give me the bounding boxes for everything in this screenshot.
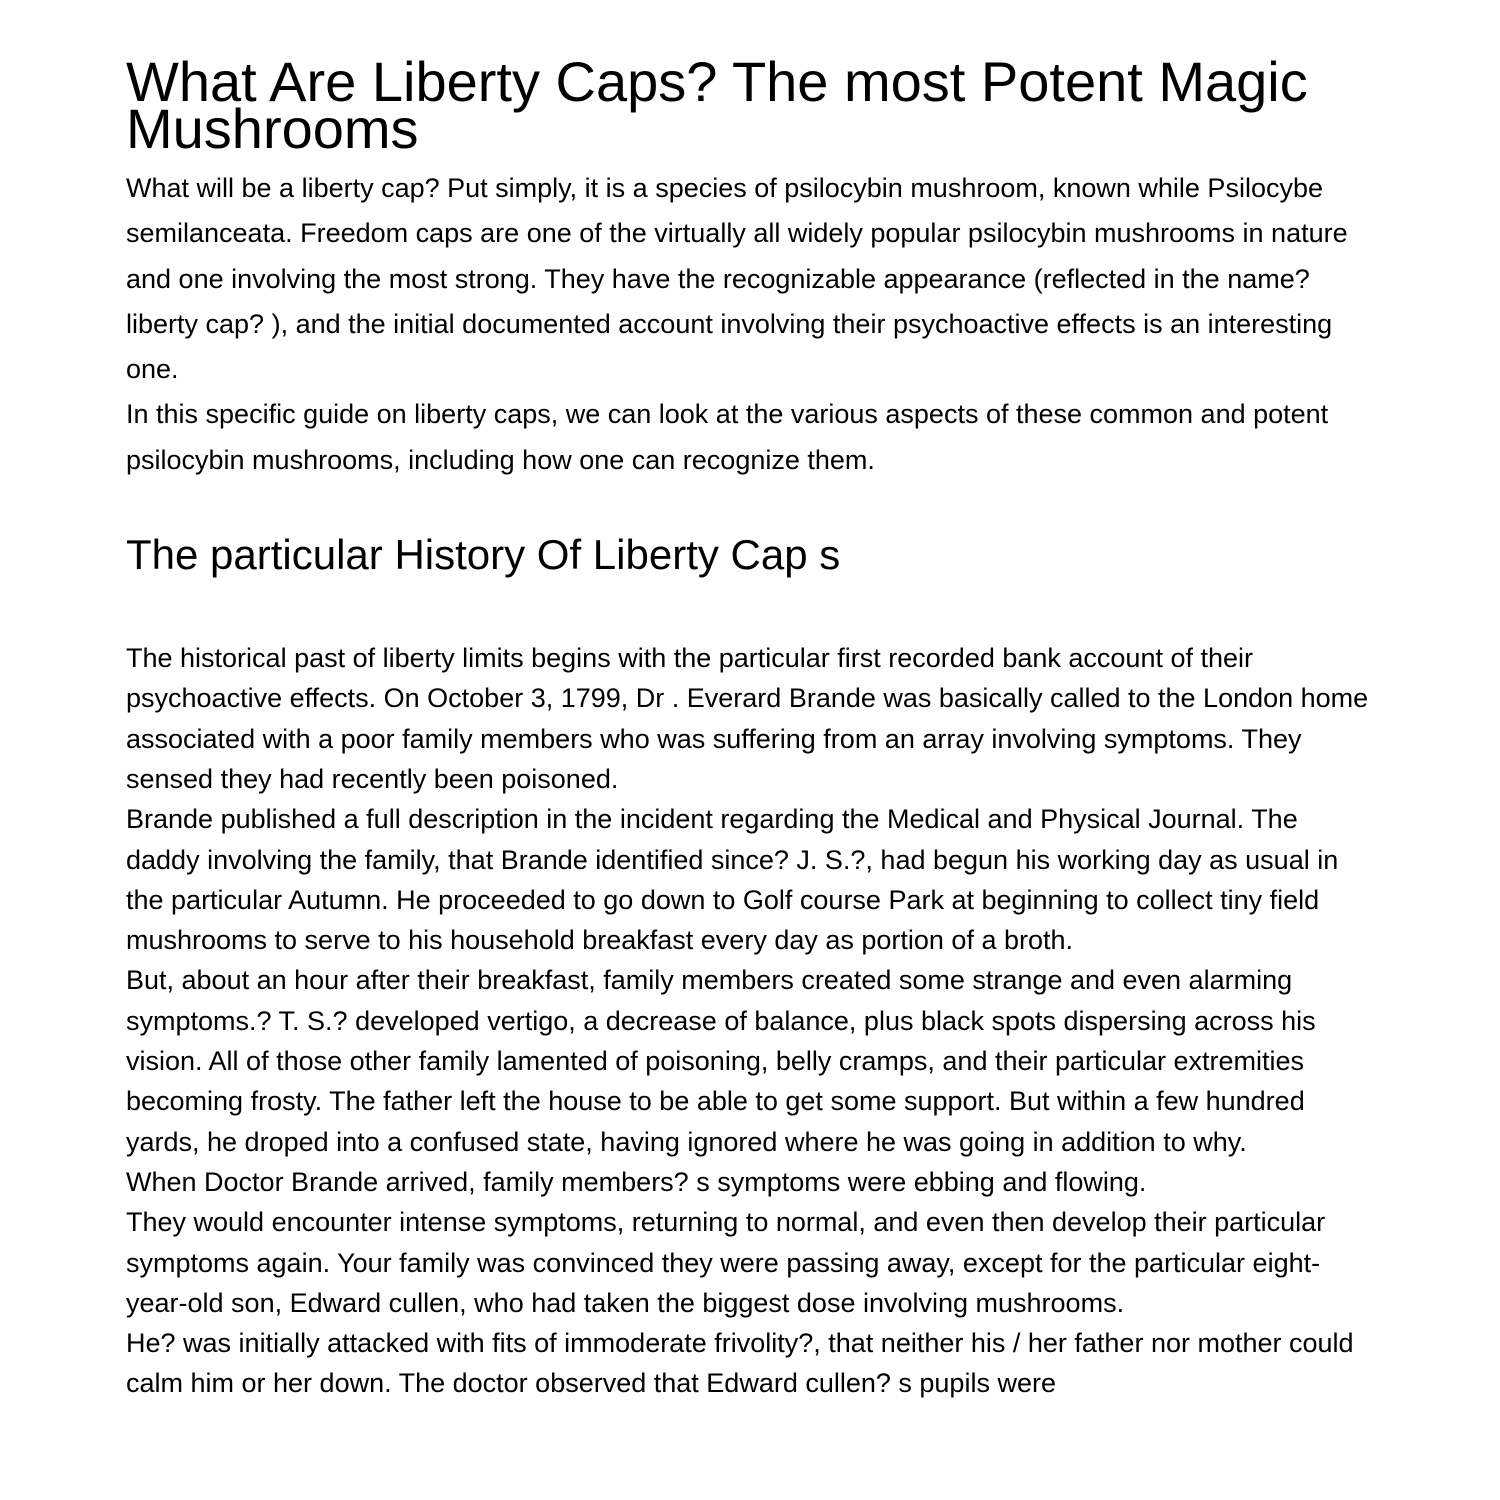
intro-section [126, 166, 1376, 483]
intro-paragraph: What will be a liberty cap? Put simply, it is a species of psilocybin mushroom, known while Psilocybe semilanceata. Freedom caps are one of the virtually all widely popular psilocybin mushrooms in nature and one involving the most strong. They have the recognizable appearance (reflected in the name? liberty cap? ), and the initial documented account involving their psychoactive effects is an interesting one. [126, 173, 1348, 385]
intro-paragraph: In this specific guide on liberty caps, we can look at the various aspects of these common and potent psilocybin mushrooms, including how one can recognize them. [126, 399, 1329, 475]
history-paragraph: Brande published a full description in the incident regarding the Medical and Physical Journal. The daddy involving the family, that Brande identified since? J. S.?, had begun his working day as usual in the particular Autumn. He proceeded to go down to Golf course Park at beginning to collect tiny field mushrooms to serve to his household breakfast every day as portion of a broth. [126, 804, 1339, 956]
section-heading: The particular History Of Liberty Cap s [126, 531, 841, 579]
history-paragraph: He? was initially attacked with fits of immoderate frivolity?, that neither his / her father nor mother could calm him or her down. The doctor observed that Edward cullen? s pupils were [126, 1328, 1354, 1399]
history-paragraph: But, about an hour after their breakfast, family members created some strange and even alarming symptoms.? T. S.? developed vertigo, a decrease of balance, plus black spots dispersing across his vision. All of those other family lamented of poisoning, belly cramps, and their particular extremities becoming frosty. The father left the house to be able to get some support. But within a few hundred yards, he droped into a confused state, having ignored where he was going in addition to why. [126, 965, 1316, 1157]
document-page [126, 0, 1376, 1404]
history-paragraph: They would encounter intense symptoms, returning to normal, and even then develop their particular symptoms again. Your family was convinced they were passing away, except for the particular eight-year-old son, Edward cullen, who had taken the biggest dose involving mushrooms. [126, 1207, 1326, 1318]
history-paragraph: The historical past of liberty limits begins with the particular first recorded bank account of their psychoactive effects. On October 3, 1799, Dr . Everard Brande was basically called to the London home associated with a poor family members who was suffering from an array involving symptoms. They sensed they had recently been poisoned. [126, 643, 1369, 794]
history-section [126, 638, 1376, 1404]
history-paragraph: When Doctor Brande arrived, family members? s symptoms were ebbing and flowing. [126, 1166, 1147, 1197]
document-title: What Are Liberty Caps? The most Potent Magic Mushrooms [126, 50, 1308, 160]
